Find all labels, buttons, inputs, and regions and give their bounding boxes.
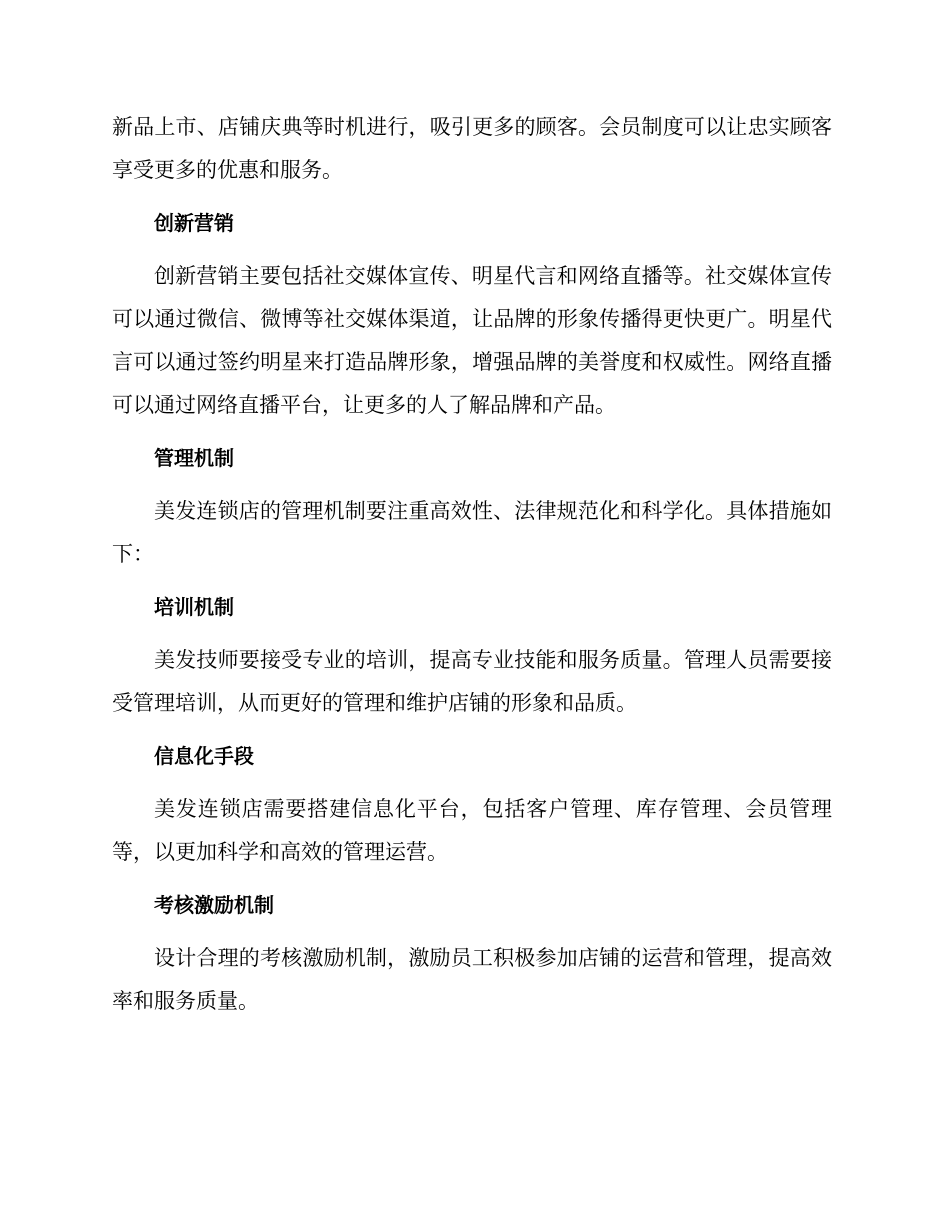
paragraph-assessment-incentive: 设计合理的考核激励机制，激励员工积极参加店铺的运营和管理，提高效率和服务质量。 [112,946,832,1013]
paragraph-continued: 新品上市、店铺庆典等时机进行，吸引更多的顾客。会员制度可以让忠实顾客享受更多的优惠和服务。 [112,115,832,182]
paragraph-innovative-marketing: 创新营销主要包括社交媒体宣传、明星代言和网络直播等。社交媒体宣传可以通过微信、微博等社交媒体渠道，让品牌的形象传播得更快更广。明星代言可以通过签约明星来打造品牌形象，增强品牌的美誉度和权威性。网络直播可以通过网络直播平台，让更多的人了解品牌和产品。 [112,264,832,417]
section-heading-assessment-incentive: 考核激励机制 [154,893,274,917]
section-heading-management-mechanism: 管理机制 [154,446,234,470]
document-page [112,106,832,1033]
section-heading-informatization: 信息化手段 [154,744,254,768]
section-heading-training-mechanism: 培训机制 [154,595,234,619]
paragraph-management-mechanism: 美发连锁店的管理机制要注重高效性、法律规范化和科学化。具体措施如下： [112,499,832,566]
paragraph-training-mechanism: 美发技师要接受专业的培训，提高专业技能和服务质量。管理人员需要接受管理培训，从而更好的管理和维护店铺的形象和品质。 [112,648,832,715]
paragraph-informatization: 美发连锁店需要搭建信息化平台，包括客户管理、库存管理、会员管理等，以更加科学和高效的管理运营。 [112,797,832,864]
section-heading-innovative-marketing: 创新营销 [154,211,234,235]
